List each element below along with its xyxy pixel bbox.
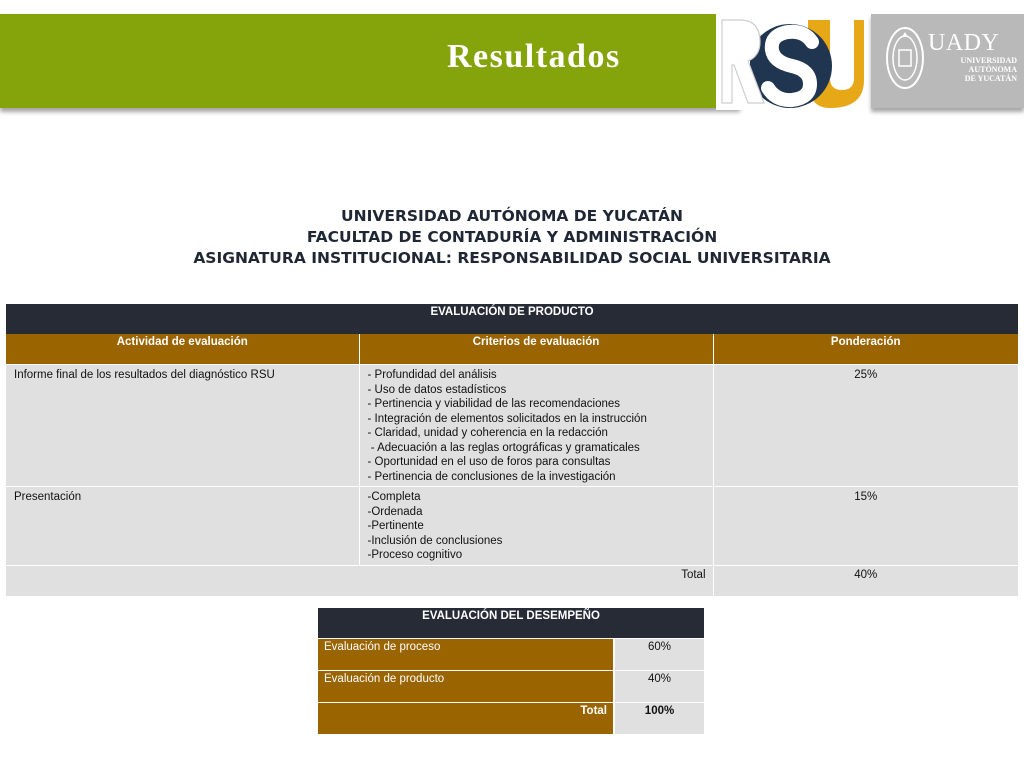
product-evaluation-table	[6, 304, 1018, 596]
row-label: Evaluación de producto	[318, 671, 614, 703]
performance-evaluation-table	[318, 608, 704, 734]
rsu-logo	[716, 14, 866, 112]
uady-subtitle	[933, 56, 1017, 83]
total-row	[6, 565, 1018, 596]
column-header-criteria: Criterios de evaluación	[359, 334, 713, 365]
row-label: Evaluación de proceso	[318, 639, 614, 671]
heading-faculty: FACULTAD DE CONTADURÍA Y ADMINISTRACIÓN	[306, 228, 718, 246]
header-banner	[0, 14, 1024, 110]
uady-name: UADY	[928, 30, 1000, 56]
performance-table-title: EVALUACIÓN DEL DESEMPEÑO	[318, 608, 704, 639]
table-row	[6, 365, 1018, 487]
uady-subtitle-line: AUTÓNOMA	[968, 65, 1017, 74]
weight-cell: 25%	[713, 365, 1018, 487]
title-bar	[0, 14, 740, 108]
row-value: 60%	[614, 639, 704, 671]
criteria-cell: -Completa -Ordenada -Pertinente -Inclusión de conclusiones -Proceso cognitivo	[359, 487, 713, 566]
total-label: Total	[318, 703, 614, 735]
column-header-activity: Actividad de evaluación	[6, 334, 359, 365]
page-title: Resultados	[447, 38, 621, 75]
table-row	[6, 487, 1018, 566]
criteria-cell: - Profundidad del análisis - Uso de datos estadísticos - Pertinencia y viabilidad de las recomendaciones - Integración de elementos solicitados en la instrucción - Claridad, unidad y coherencia en la redacción - Adecuación a las reglas ortográficas y gramaticales - Oportunidad en el uso de foros para consultas - Pertinencia de conclusiones de la investigación	[359, 365, 713, 487]
uady-subtitle-line: DE YUCATÁN	[964, 74, 1017, 83]
product-table-title: EVALUACIÓN DE PRODUCTO	[6, 304, 1018, 334]
row-value: 40%	[614, 671, 704, 703]
activity-cell: Informe final de los resultados del diagnóstico RSU	[6, 365, 359, 487]
total-value: 40%	[713, 565, 1018, 596]
total-label: Total	[6, 565, 713, 596]
activity-cell: Presentación	[6, 487, 359, 566]
heading-university: UNIVERSIDAD AUTÓNOMA DE YUCATÁN	[341, 207, 683, 225]
heading-subject: ASIGNATURA INSTITUCIONAL: RESPONSABILIDAD SOCIAL UNIVERSITARIA	[193, 249, 831, 267]
total-value: 100%	[614, 703, 704, 735]
column-header-weight: Ponderación	[713, 334, 1018, 365]
weight-cell: 15%	[713, 487, 1018, 566]
table-row	[318, 639, 704, 671]
uady-subtitle-line: UNIVERSIDAD	[960, 56, 1017, 65]
total-row	[318, 703, 704, 735]
university-seal-icon	[885, 26, 925, 90]
uady-logo	[871, 14, 1024, 108]
institution-heading	[0, 206, 1024, 269]
table-row	[318, 671, 704, 703]
